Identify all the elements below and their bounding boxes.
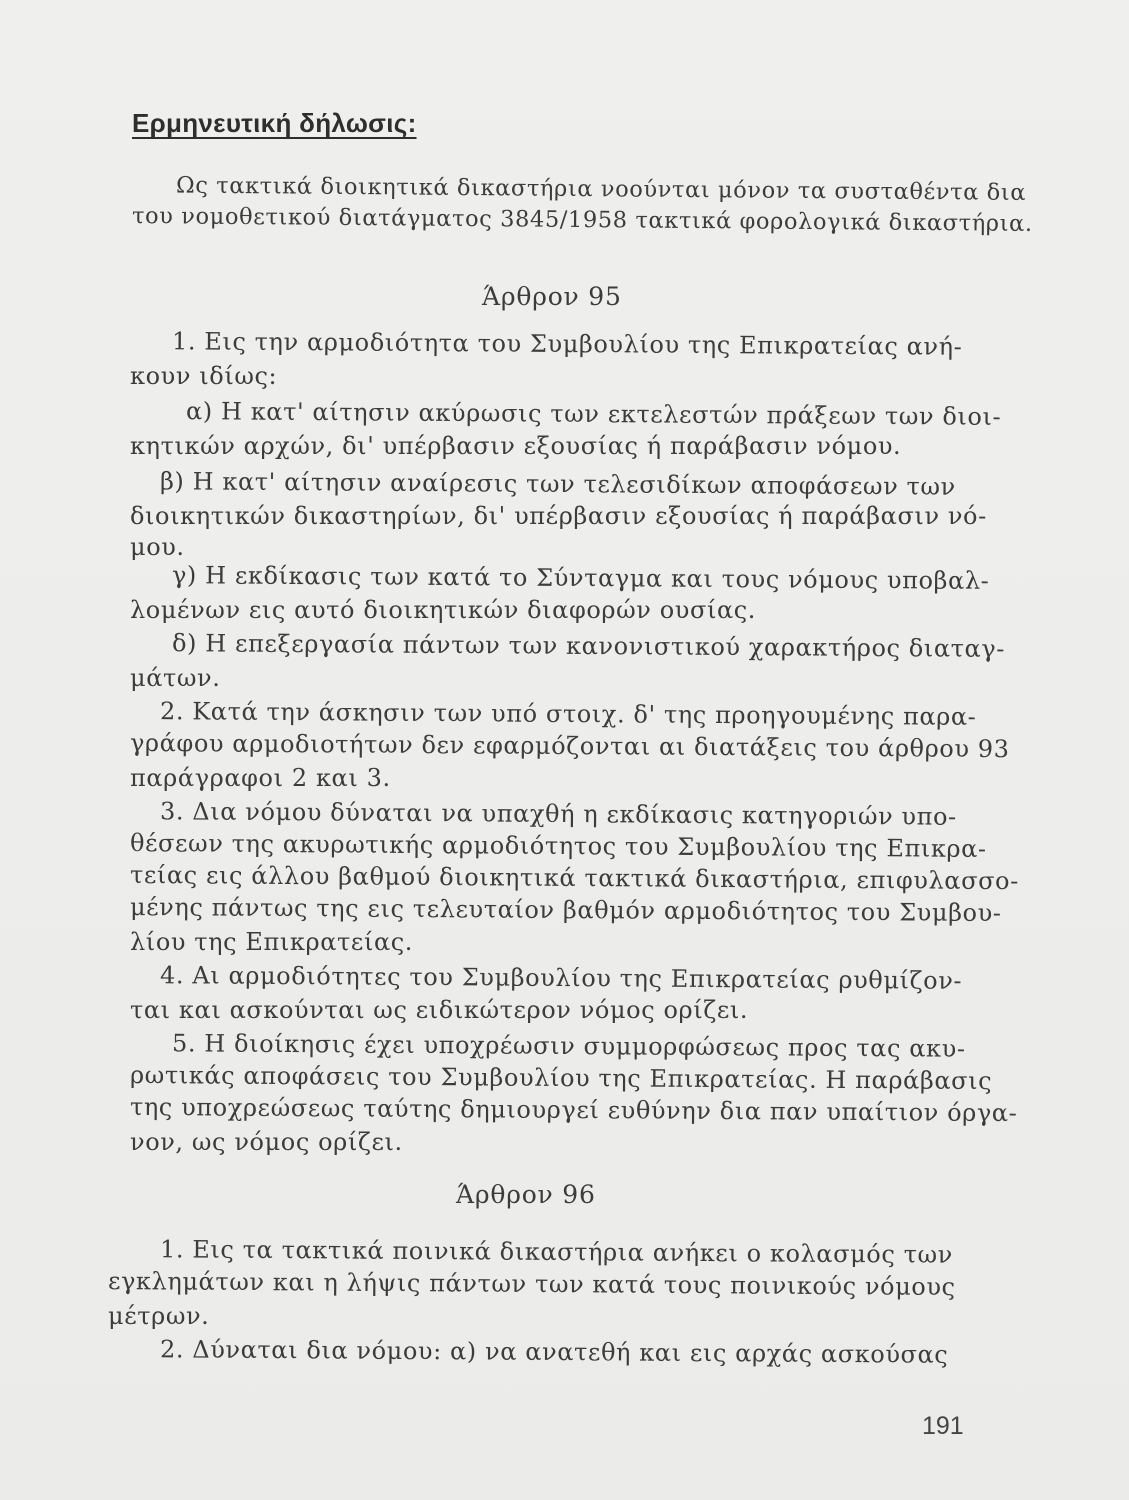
article-line: α) Η κατ' αίτησιν ακύρωσις των εκτελεστών πράξεων των διοι- (185, 397, 1002, 431)
article-95-title: Άρθρον 95 (482, 282, 622, 311)
article-line: διοικητικών δικαστηρίων, δι' υπέρβασιν εξουσίας ή παράβασιν νό- (130, 502, 987, 530)
article-line: παράγραφοι 2 και 3. (130, 764, 391, 792)
article-line: της υποχρεώσεως ταύτης δημιουργεί ευθύνην δια παν υπαίτιον όργα- (129, 1092, 1018, 1128)
article-line: κουν ιδίως: (130, 362, 278, 390)
article-line: γ) Η εκδίκασις των κατά το Σύνταγμα και τους νόμους υποβαλ- (171, 561, 990, 595)
article-line: 4. Αι αρμοδιότητες του Συμβουλίου της Επικρατείας ρυθμίζον- (159, 961, 963, 995)
article-line: 1. Εις την αρμοδιότητα του Συμβουλίου της Επικρατείας ανή- (171, 327, 963, 361)
article-line: μου. (130, 533, 185, 561)
article-line: 2. Κατά την άσκησιν των υπό στοιχ. δ' της προηγουμένης παρα- (159, 697, 977, 731)
article-line: β) Η κατ' αίτησιν αναίρεσις των τελεσιδίκων αποφάσεων των (159, 467, 956, 501)
article-line: τείας εις άλλου βαθμού διοικητικά τακτικά δικαστήρια, επιφυλασσο- (129, 860, 1019, 896)
article-line: 3. Δια νόμου δύναται να υπαχθή η εκδίκασις κατηγοριών υπο- (159, 797, 957, 831)
article-line: μέτρων. (108, 1302, 210, 1330)
interpretive-line: Ως τακτικά διοικητικά δικαστήρια νοούνται μόνον τα συσταθέντα δια (175, 172, 1027, 206)
article-96-title: Άρθρον 96 (456, 1180, 596, 1209)
page-number: 191 (922, 1412, 964, 1440)
article-line: μένης πάντως της εις τελευταίον βαθμόν αρμοδιότητος του Συμβου- (129, 892, 1002, 928)
article-line: μάτων. (130, 664, 221, 692)
article-line: 2. Δύναται δια νόμου: α) να ανατεθή και εις αρχάς ασκούσας (159, 1335, 949, 1369)
interpretive-heading: Ερμηνευτική δήλωσις: (132, 108, 417, 138)
article-line: 5. Η διοίκησις έχει υποχρέωσιν συμμορφώσεως προς τας ακυ- (171, 1029, 966, 1063)
article-line: νον, ως νόμος ορίζει. (130, 1128, 403, 1156)
article-line: ρωτικάς αποφάσεις του Συμβουλίου της Επικρατείας. Η παράβασις (129, 1060, 993, 1096)
interpretive-line: του νομοθετικού διατάγματος 3845/1958 τακτικά φορολογικά δικαστήρια. (131, 203, 1033, 237)
article-line: κητικών αρχών, δι' υπέρβασιν εξουσίας ή παράβασιν νόμου. (130, 432, 902, 460)
article-line: γράφου αρμοδιοτήτων δεν εφαρμόζονται αι διατάξεις του άρθρου 93 (129, 728, 1010, 764)
article-line: λίου της Επικρατείας. (130, 928, 414, 956)
article-line: ται και ασκούνται ως ειδικώτερον νόμος ορίζει. (130, 996, 749, 1024)
article-line: δ) Η επεξεργασία πάντων των κανονιστικού χαρακτήρος διαταγ- (171, 629, 1006, 663)
article-line: θέσεων της ακυρωτικής αρμοδιότητος του Συμβουλίου της Επικρα- (129, 829, 987, 863)
article-line: λομένων εις αυτό διοικητικών διαφορών ουσίας. (130, 596, 757, 624)
article-line: 1. Εις τα τακτικά ποινικά δικαστήρια ανήκει ο κολασμός των (159, 1235, 954, 1269)
article-line: εγκλημάτων και η λήψις πάντων των κατά τους ποινικούς νόμους (107, 1267, 956, 1301)
